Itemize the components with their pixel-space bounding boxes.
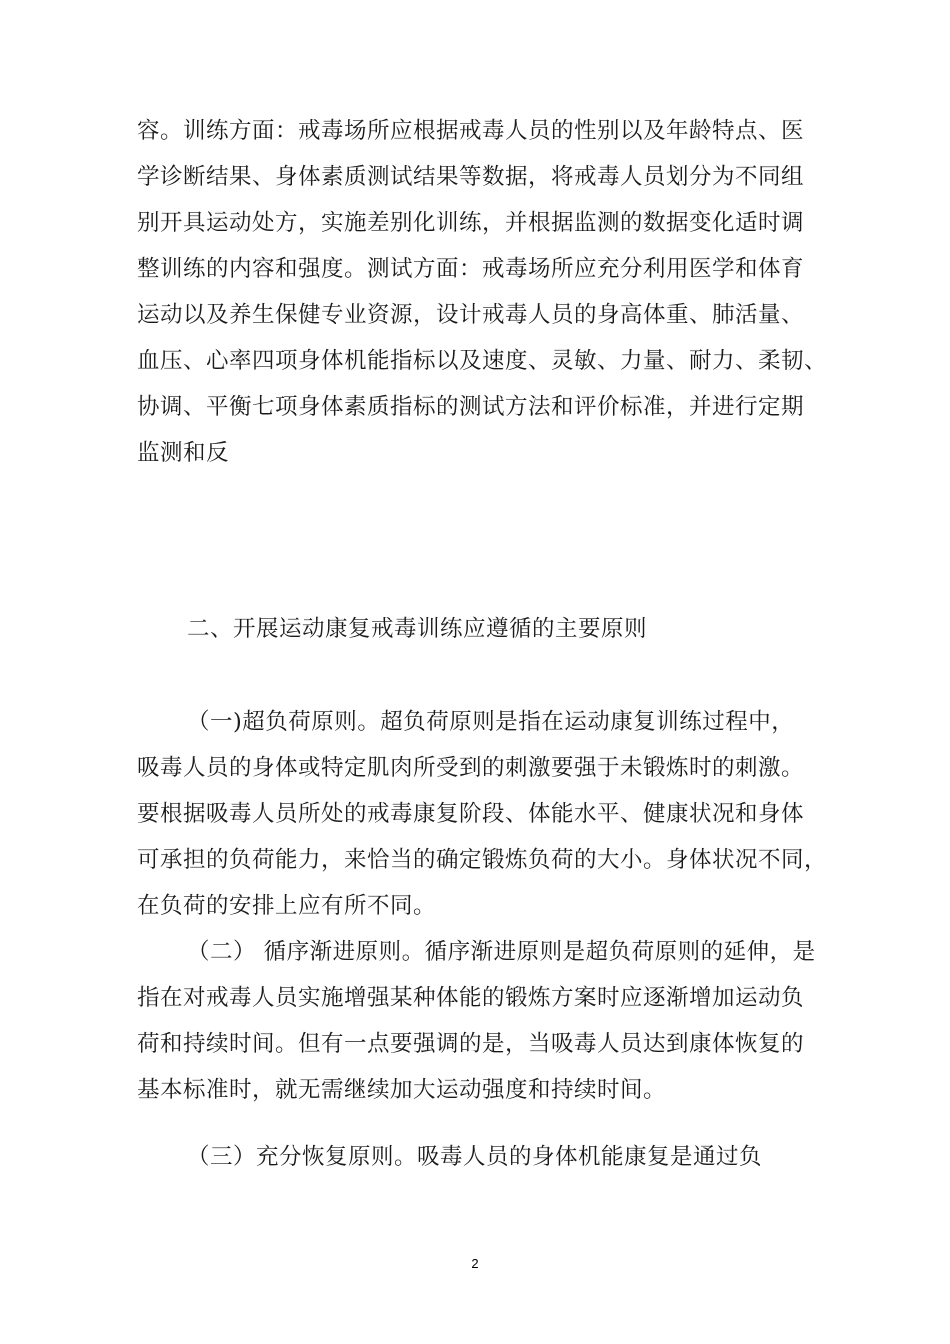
- text-line: 学诊断结果、身体素质测试结果等数据，将戒毒人员划分为不同组: [137, 164, 805, 190]
- page-number: 2: [471, 1256, 479, 1271]
- text-line: 监测和反: [137, 440, 230, 466]
- text-line: 运动以及养生保健专业资源，设计戒毒人员的身高体重、肺活量、: [137, 302, 805, 328]
- text-line: 别开具运动处方，实施差别化训练，并根据监测的数据变化适时调: [137, 210, 805, 236]
- text-line: （三）充分恢复原则。吸毒人员的身体机能康复是通过负: [187, 1144, 763, 1170]
- text-line: （一)超负荷原则。超负荷原则是指在运动康复训练过程中，: [187, 709, 795, 735]
- text-line: 血压、心率四项身体机能指标以及速度、灵敏、力量、耐力、柔韧、: [137, 348, 828, 374]
- section-heading: 二、开展运动康复戒毒训练应遵循的主要原则: [187, 616, 648, 642]
- text-line: 吸毒人员的身体或特定肌肉所受到的刺激要强于未锻炼时的刺激。: [137, 755, 805, 781]
- text-line: 整训练的内容和强度。测试方面：戒毒场所应充分利用医学和体育: [137, 256, 805, 282]
- text-line: 容。训练方面：戒毒场所应根据戒毒人员的性别以及年龄特点、医: [137, 118, 805, 144]
- text-line: 指在对戒毒人员实施增强某种体能的锻炼方案时应逐渐增加运动负: [137, 985, 805, 1011]
- text-line: 要根据吸毒人员所处的戒毒康复阶段、体能水平、健康状况和身体: [137, 801, 805, 827]
- text-line: （二） 循序渐进原则。循序渐进原则是超负荷原则的延伸，是: [187, 939, 816, 965]
- text-line: 可承担的负荷能力，来恰当的确定锻炼负荷的大小。身体状况不同，: [137, 847, 828, 873]
- text-line: 在负荷的安排上应有所不同。: [137, 893, 437, 919]
- text-line: 基本标准时，就无需继续加大运动强度和持续时间。: [137, 1077, 667, 1103]
- text-line: 荷和持续时间。但有一点要强调的是，当吸毒人员达到康体恢复的: [137, 1031, 805, 1057]
- text-line: 协调、平衡七项身体素质指标的测试方法和评价标准，并进行定期: [137, 394, 805, 420]
